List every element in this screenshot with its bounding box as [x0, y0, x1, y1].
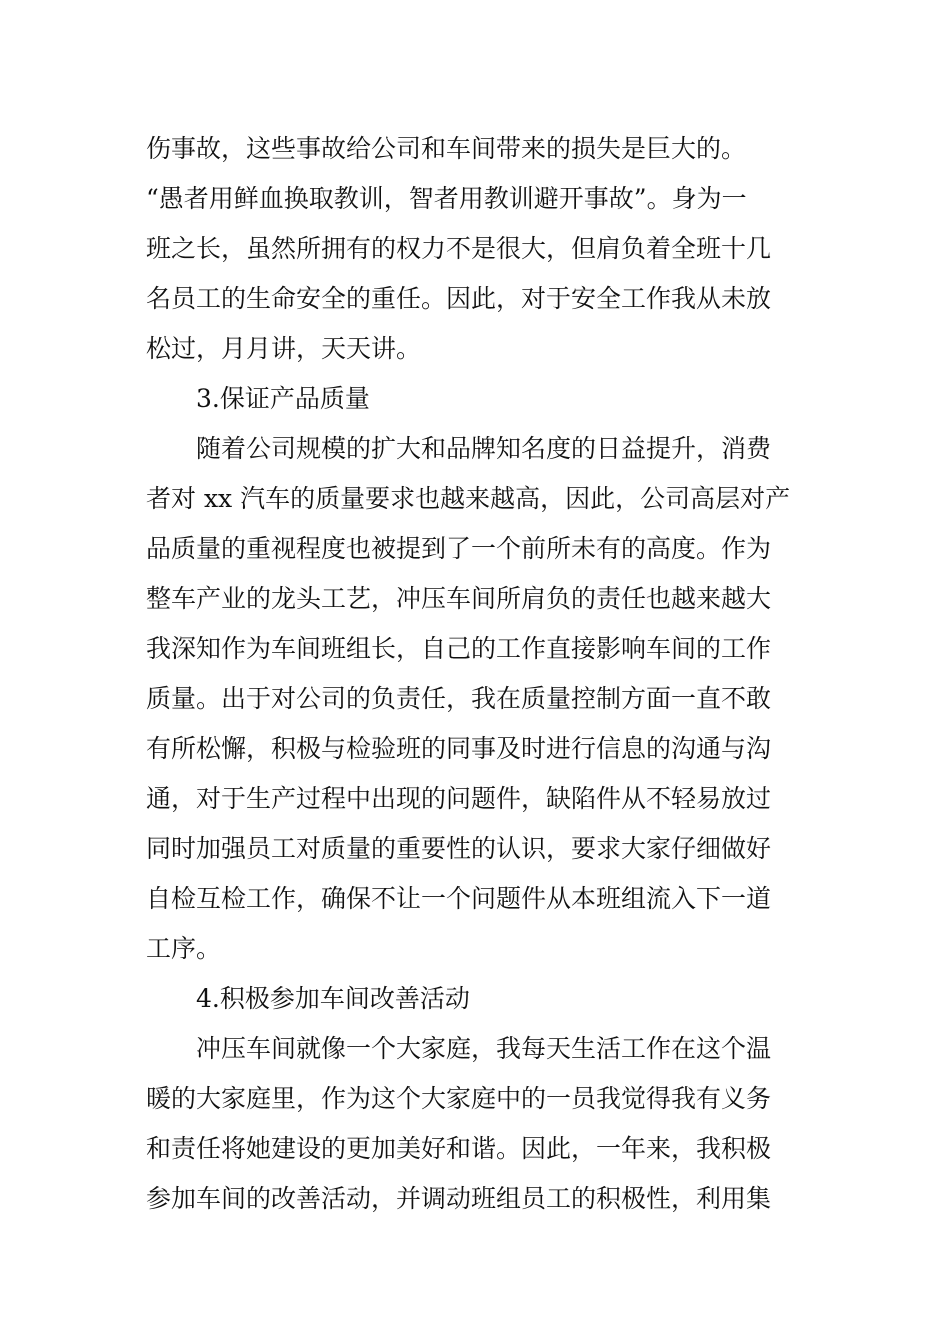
text-line: 者对 xx 汽车的质量要求也越来越高，因此，公司高层对产: [146, 484, 791, 513]
text-line: 暖的大家庭里，作为这个大家庭中的一员我觉得我有义务: [146, 1084, 772, 1113]
text-line: 我深知作为车间班组长，自己的工作直接影响车间的工作: [146, 634, 772, 663]
text-line: 参加车间的改善活动，并调动班组员工的积极性，利用集: [146, 1184, 772, 1213]
section-heading: 3.保证产品质量: [196, 384, 370, 413]
text-line: 名员工的生命安全的重任。因此，对于安全工作我从未放: [146, 284, 772, 313]
text-line: 质量。出于对公司的负责任，我在质量控制方面一直不敢: [146, 684, 772, 713]
text-line: 品质量的重视程度也被提到了一个前所未有的高度。作为: [146, 534, 772, 563]
paragraph-first-line: 冲压车间就像一个大家庭，我每天生活工作在这个温: [196, 1034, 772, 1063]
text-line: “愚者用鲜血换取教训，智者用教训避开事故”。身为一: [146, 184, 747, 213]
section-heading: 4.积极参加车间改善活动: [196, 984, 470, 1013]
paragraph-first-line: 随着公司规模的扩大和品牌知名度的日益提升，消费: [196, 434, 772, 463]
text-line: 工序。: [146, 934, 222, 963]
text-line: 同时加强员工对质量的重要性的认识，要求大家仔细做好: [146, 834, 772, 863]
text-line: 松过，月月讲，天天讲。: [146, 334, 422, 363]
text-line: 自检互检工作，确保不让一个问题件从本班组流入下一道: [146, 884, 772, 913]
text-line: 伤事故，这些事故给公司和车间带来的损失是巨大的。: [146, 134, 747, 163]
text-line: 整车产业的龙头工艺，冲压车间所肩负的责任也越来越大: [146, 584, 772, 613]
text-line: 有所松懈，积极与检验班的同事及时进行信息的沟通与沟: [146, 734, 772, 763]
text-line: 通，对于生产过程中出现的问题件，缺陷件从不轻易放过: [146, 784, 772, 813]
text-line: 和责任将她建设的更加美好和谐。因此，一年来，我积极: [146, 1134, 772, 1163]
text-line: 班之长，虽然所拥有的权力不是很大，但肩负着全班十几: [146, 234, 772, 263]
